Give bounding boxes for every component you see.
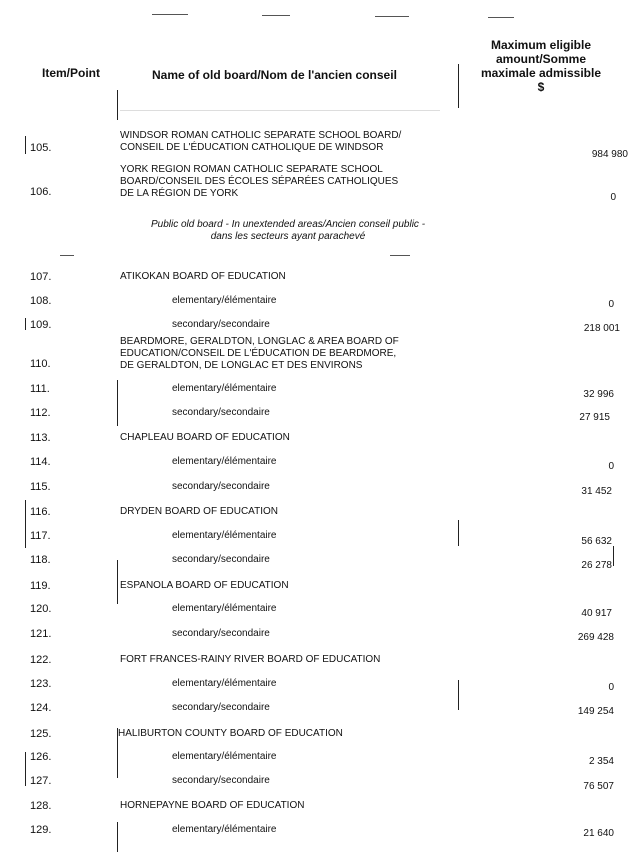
column-rule <box>613 546 614 566</box>
board-name-line: BEARDMORE, GERALDTON, LONGLAC & AREA BOARD OF <box>120 336 399 347</box>
item-number: 107. <box>30 271 52 283</box>
amount-value: 0 <box>608 461 614 472</box>
board-name-line: EDUCATION/CONSEIL DE L'ÉDUCATION DE BEARDMORE, <box>120 348 397 359</box>
amount-value: 269 428 <box>577 632 614 643</box>
amount-value: 40 917 <box>581 608 612 619</box>
amount-value: 149 254 <box>577 706 614 717</box>
scan-mark <box>262 15 290 16</box>
scan-mark <box>60 255 74 256</box>
board-name-line: BOARD/CONSEIL DES ÉCOLES SÉPARÉES CATHOLIQUES <box>120 176 399 187</box>
board-subname: elementary/élémentaire <box>172 603 277 614</box>
board-name: FORT FRANCES-RAINY RIVER BOARD OF EDUCATION <box>120 654 381 665</box>
scan-mark <box>120 110 440 111</box>
board-subname: elementary/élémentaire <box>172 456 277 467</box>
column-header-item: Item/Point <box>42 66 101 80</box>
scan-mark <box>375 16 409 17</box>
scan-mark <box>488 17 514 18</box>
column-rule <box>117 90 118 120</box>
board-name: ATIKOKAN BOARD OF EDUCATION <box>120 271 286 282</box>
board-name <box>120 336 450 372</box>
item-number: 117. <box>30 530 51 542</box>
board-subname: secondary/secondaire <box>172 407 270 418</box>
item-number: 126. <box>30 751 52 763</box>
item-number: 118. <box>30 554 51 566</box>
board-name-line: DE GERALDTON, DE LONGLAC ET DES ENVIRONS <box>120 360 363 371</box>
amount-value: 0 <box>610 192 616 203</box>
item-number: 111. <box>30 383 50 395</box>
item-number: 129. <box>30 824 52 836</box>
amount-value: 26 278 <box>581 560 612 571</box>
board-subname: secondary/secondaire <box>172 481 270 492</box>
column-header-amount <box>466 38 616 94</box>
column-rule <box>25 752 26 786</box>
column-rule <box>25 500 26 548</box>
item-number: 120. <box>30 603 52 615</box>
section-note-line: Public old board - In unextended areas/Ancien conseil public - <box>150 219 426 230</box>
item-number: 124. <box>30 702 52 714</box>
column-rule <box>458 64 459 108</box>
amount-value: 218 001 <box>583 323 620 334</box>
board-name-line: WINDSOR ROMAN CATHOLIC SEPARATE SCHOOL BOARD/ <box>120 130 402 141</box>
board-name-line: YORK REGION ROMAN CATHOLIC SEPARATE SCHOOL <box>120 164 383 175</box>
board-subname: elementary/élémentaire <box>172 751 277 762</box>
board-subname: secondary/secondaire <box>172 702 270 713</box>
column-header-amount-line-4: $ <box>537 80 545 94</box>
item-number: 125. <box>30 728 52 740</box>
board-subname: secondary/secondaire <box>172 775 270 786</box>
item-number: 116. <box>30 506 51 518</box>
amount-value: 984 980 <box>591 149 628 160</box>
item-number: 115. <box>30 481 51 493</box>
item-number: 112. <box>30 407 51 419</box>
amount-value: 0 <box>608 682 614 693</box>
item-number: 121. <box>30 628 52 640</box>
item-number: 122. <box>30 654 52 666</box>
board-subname: elementary/élémentaire <box>172 383 277 394</box>
board-subname: secondary/secondaire <box>172 319 270 330</box>
amount-value: 56 632 <box>581 536 612 547</box>
board-subname: elementary/élémentaire <box>172 295 277 306</box>
column-rule <box>117 822 118 852</box>
section-note-line: dans les secteurs ayant parachevé <box>210 231 366 242</box>
item-number: 114. <box>30 456 51 468</box>
amount-value: 2 354 <box>588 756 614 767</box>
column-rule <box>25 136 26 154</box>
board-name: CHAPLEAU BOARD OF EDUCATION <box>120 432 290 443</box>
board-name: HORNEPAYNE BOARD OF EDUCATION <box>120 800 305 811</box>
item-number: 110. <box>30 358 51 370</box>
board-name: DRYDEN BOARD OF EDUCATION <box>120 506 278 517</box>
amount-value: 21 640 <box>583 828 614 839</box>
board-subname: secondary/secondaire <box>172 628 270 639</box>
scan-mark <box>152 14 188 15</box>
board-name-line: CONSEIL DE L'ÉDUCATION CATHOLIQUE DE WINDSOR <box>120 142 384 153</box>
board-name-line: DE LA RÉGION DE YORK <box>120 188 239 199</box>
item-number: 113. <box>30 432 51 444</box>
amount-value: 76 507 <box>583 781 614 792</box>
amount-value: 32 996 <box>583 389 614 400</box>
item-number: 119. <box>30 580 51 592</box>
column-rule <box>117 560 118 604</box>
section-note <box>118 219 458 243</box>
board-name: ESPANOLA BOARD OF EDUCATION <box>120 580 289 591</box>
item-number: 109. <box>30 319 52 331</box>
column-header-amount-line-3: maximale admissible <box>480 66 602 80</box>
board-subname: elementary/élémentaire <box>172 530 277 541</box>
item-number: 105. <box>30 142 52 154</box>
board-name <box>120 164 450 200</box>
amount-value: 27 915 <box>579 412 610 423</box>
item-number: 127. <box>30 775 52 787</box>
item-number: 108. <box>30 295 52 307</box>
column-rule <box>117 380 118 426</box>
scan-mark <box>390 255 410 256</box>
column-rule <box>25 318 26 330</box>
item-number: 106. <box>30 186 52 198</box>
column-header-amount-line-1: Maximum eligible <box>490 38 592 52</box>
amount-value: 31 452 <box>581 486 612 497</box>
column-header-name: Name of old board/Nom de l'ancien conseil <box>152 68 397 82</box>
board-name <box>120 130 450 154</box>
amount-value: 0 <box>608 299 614 310</box>
board-subname: secondary/secondaire <box>172 554 270 565</box>
item-number: 128. <box>30 800 52 812</box>
board-name: HALIBURTON COUNTY BOARD OF EDUCATION <box>118 728 343 739</box>
board-subname: elementary/élémentaire <box>172 678 277 689</box>
item-number: 123. <box>30 678 52 690</box>
board-subname: elementary/élémentaire <box>172 824 277 835</box>
column-header-amount-line-2: amount/Somme <box>495 52 586 66</box>
